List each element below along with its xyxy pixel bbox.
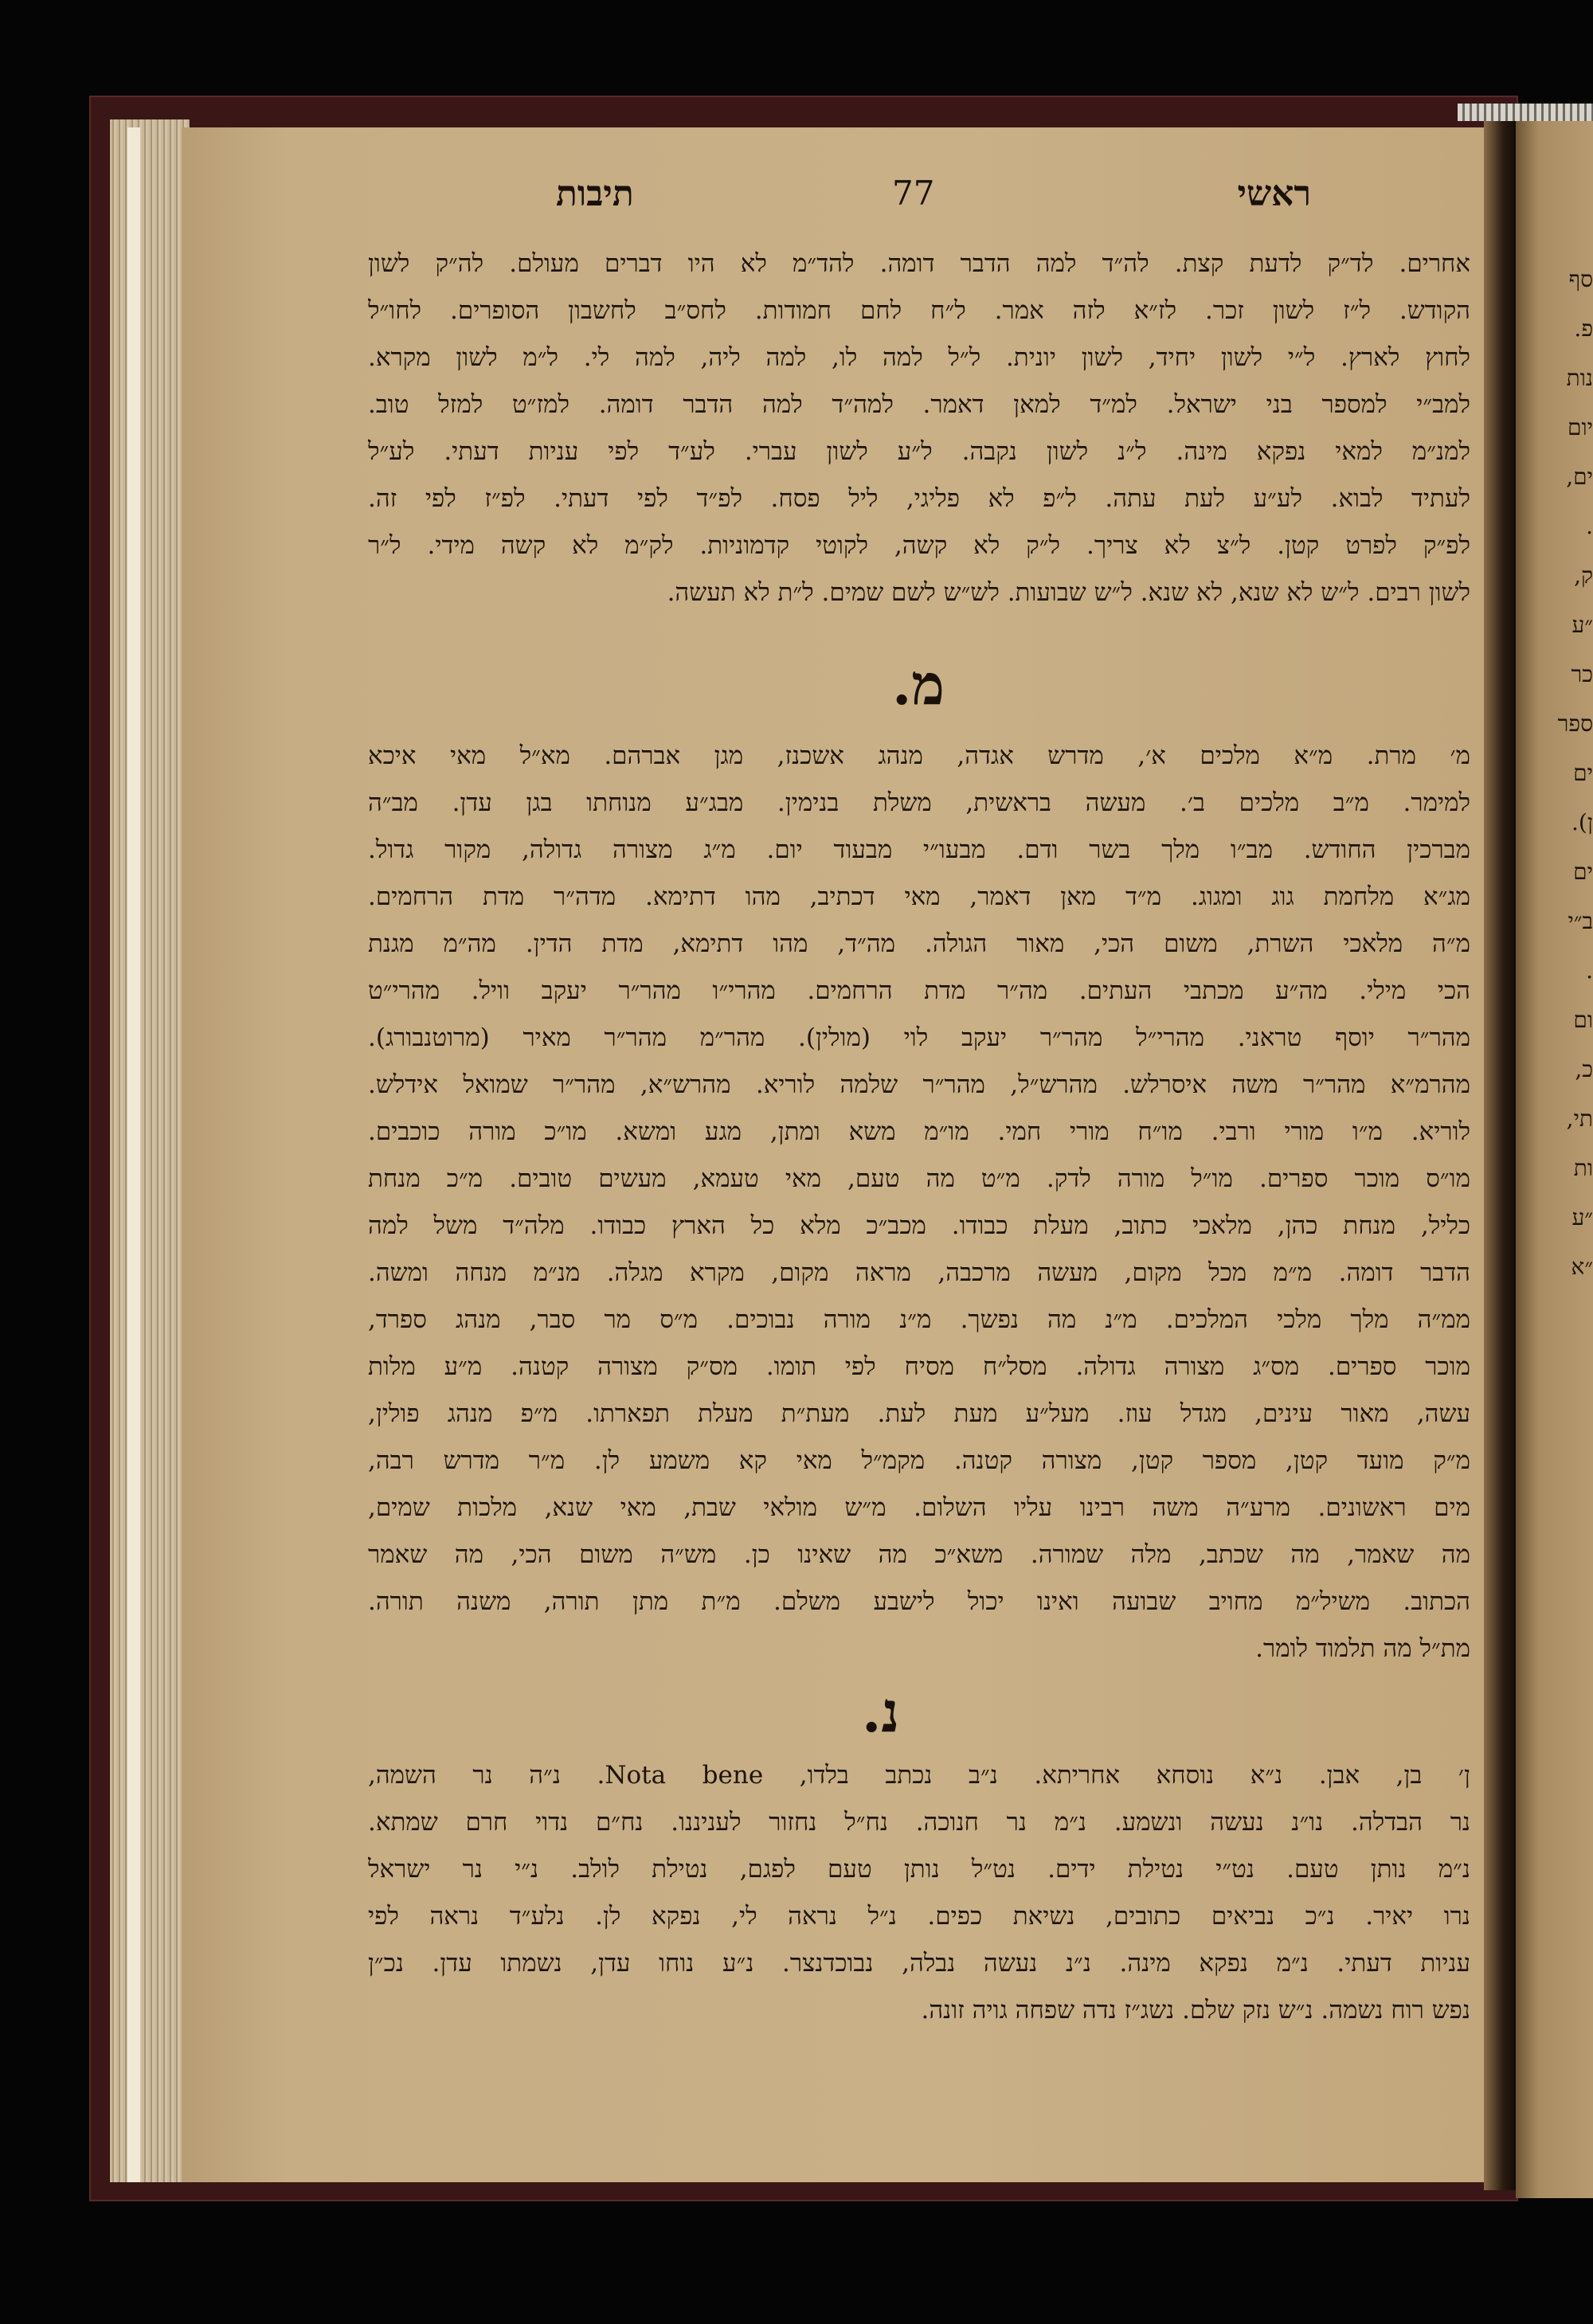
fragment: כר [1571, 661, 1593, 687]
page-edge-highlight [127, 127, 140, 2182]
fragment: סף [1568, 266, 1593, 292]
nun-section-block [368, 1752, 1470, 2034]
fragment: . [1586, 957, 1593, 984]
text-line: מברכין החודש. מב״ו מלך בשר ודם. מבעו״י מבעוד יום. מ״ג מצורה גדולה, מקור גדול. [368, 835, 1470, 864]
text-line: עניות דעתי. נ״מ נפקא מינה. נ״נ נעשה נבלה, נבוכדנצר. נ״ע נוחו עדן, נשמתו עדן. נכ״ן [368, 1949, 1470, 1978]
text-line: נ״מ נותן טעם. נט״י נטילת ידים. נט״ל נותן טעם לפגם, נטילת לולב. נ״י נר ישראל [368, 1855, 1470, 1884]
fragment: ק, [1574, 562, 1593, 589]
text-line: הקודש. ל״ז לשון זכר. לז״א לזה אמר. ל״ח לחם חמודות. לחס״ב לחשבון הסופרים. לחו״ל [368, 296, 1470, 325]
fragment: ים [1573, 859, 1593, 885]
text-line: לעתיד לבוא. לע״ע לעת עתה. ל״פ לא פליגי, ליל פסח. לפ״ד לפי דעתי. לפ״ז לפי זה. [368, 484, 1470, 513]
text-line: נר הבדלה. נו״נ נעשה ונשמע. נ״מ נר חנוכה. נח״ל נחזור לעניננו. נח״ם נדוי חרם שמתא. [368, 1808, 1470, 1837]
section-heading-mem: מ. [892, 651, 945, 718]
lamed-continuation-block [368, 241, 1470, 616]
fragment: ות [1573, 1155, 1593, 1181]
text-line: ממ״ה מלך מלכי המלכים. מ״נ מה נפשך. מ״נ מורה נבוכים. מ״ס מר סבר, מנהג ספרד, [368, 1305, 1470, 1334]
text-line: מת״ל מה תלמוד לומר. [1255, 1634, 1470, 1663]
text-line: הכי מילי. מה״ע מכתבי העתים. מה״ר מדת הרחמים. מהרי״ו מהר״ר יעקב וויל. מהרי״ט [368, 976, 1470, 1005]
text-line: ן׳ בן, אבן. נ״א נוסחא אחריתא. נ״ב נכתב בלדו, Nota bene. נ״ה נר השמה, [368, 1761, 1470, 1790]
text-line: נרו יאיר. נ״כ נביאים כתובים, נשיאת כפים. נ״ל נראה לי, נפקא לן. נלע״ד נראה לפי [368, 1902, 1470, 1931]
fragment: ים [1573, 760, 1593, 786]
text-line: מים ראשונים. מרע״ה משה רבינו עליו השלום. מ״ש מולאי שבת, מאי שנא, מלכות שמים, [368, 1493, 1470, 1522]
text-line: מו״ס מוכר ספרים. מו״ל מורה לדק. מ״ט מה טעם, מאי טעמא, מעשים טובים. מ״כ מנחת [368, 1164, 1470, 1193]
fragment: ום [1573, 1007, 1593, 1033]
text-line: מ״ה מלאכי השרת, משום הכי, מאור הגולה. מה״ד, מהו דתימא, מדת הדין. מה״מ מגנת [368, 929, 1470, 958]
text-line: לפ״ק לפרט קטן. ל״צ לא צריך. ל״ק לא קשה, לקוטי קדמוניות. לק״מ לא קשה מידי. ל״ר [368, 531, 1470, 560]
fragment: ״א [1571, 1254, 1593, 1280]
text-line: למב״י למספר בני ישראל. למ״ד למאן דאמר. למה״ד למה הדבר דומה. למז״ט למזל טוב. [368, 390, 1470, 419]
fragment: ן). [1571, 809, 1593, 835]
running-header-left: תיבות [556, 174, 634, 214]
text-line: מ׳ מרת. מ״א מלכים א׳, מדרש אגדה, מנהג אשכנז, מגן אברהם. מא״ל מאי איכא [368, 741, 1470, 770]
text-line: מג״א מלחמת גוג ומגוג. מ״ד מאן דאמר, מאי דכתיב, מהו דתימא. מדה״ר מדת הרחמים. [368, 882, 1470, 911]
text-line: מוכר ספרים. מס״ג מצורה גדולה. מסל״ח מסיח לפי תומו. מס״ק מצורה קטנה. מ״ע מלות [368, 1352, 1470, 1381]
fragment: ״ע [1571, 1204, 1593, 1230]
text-line: לחוץ לארץ. ל״י לשון יחיד, לשון יונית. ל״ל למה לו, למה ליה, למה לי. ל״מ לשון מקרא. [368, 343, 1470, 372]
text-line: עשה, מאור עינים, מגדל עוז. מעל״ע מעת לעת. מעת״ת מעלת תפארתו. מ״פ מנהג פולין, [368, 1399, 1470, 1428]
text-line: הדבר דומה. מ״מ מכל מקום, מעשה מרכבה, מראה מקום, מקרא מגלה. מנ״מ מנחה ומשה. [368, 1258, 1470, 1287]
text-line: מהרמ״א מהר״ר משה איסרלש. מהרש״ל, מהר״ר שלמה לוריא. מהרש״א, מהר״ר שמואל אידלש. [368, 1070, 1470, 1099]
fragment: תי, [1566, 1105, 1593, 1132]
fragment: יום [1568, 414, 1593, 440]
fragment: נות [1566, 365, 1593, 391]
text-line: כליל, מנחת כהן, מלאכי כתוב, מעלת כבודו. מכב״כ מלא כל הארץ כבודו. מלה״ד משל למה [368, 1211, 1470, 1240]
text-line: לוריא. מ״ו מורי ורבי. מו״ח מורי חמי. מו״מ משא ומתן, מגע ומשא. מו״כ מורה כוכבים. [368, 1117, 1470, 1146]
mem-section-block [368, 733, 1470, 1673]
text-line: מ״ק מועד קטן, מספר קטן, מצורה קטנה. מקמ״ל מאי קא משמע לן. מ״ר מדרש רבה, [368, 1446, 1470, 1475]
fragment: ״ע [1571, 612, 1593, 638]
section-heading-nun: נ. [862, 1679, 900, 1745]
page-number: 77 [892, 174, 935, 213]
fragment: כ, [1575, 1056, 1593, 1082]
fragment: ספר [1557, 710, 1593, 737]
fragment: ים, [1566, 464, 1593, 490]
facing-page-text-fragments [1553, 255, 1593, 1292]
page-stack-edge [110, 119, 190, 2182]
book-gutter [1484, 119, 1516, 2190]
text-line: מה שאמר, מה שכתב, מלה שמורה. משא״כ מה שאינו כן. מש״ה משום הכי, מה שאמר [368, 1540, 1470, 1569]
text-line: הכתוב. משיל״מ מחויב שבועה ואינו יכול לישבע משלם. מ״ת מתן תורה, משנה תורה. [368, 1587, 1470, 1616]
color-calibration-strip [1458, 104, 1593, 121]
text-line: למימר. מ״ב מלכים ב׳. מעשה בראשית, משלת בנימין. מבג״ע מנוחתו בגן עדן. מב״ה [368, 788, 1470, 817]
running-header-right: ראשי [1237, 174, 1311, 214]
fragment: ב״י [1568, 908, 1593, 934]
text-line: נפש רוח נשמה. נ״ש נזק שלם. נשג״ז נדה שפחה גויה זונה. [921, 1996, 1470, 2025]
text-line: למנ״מ למאי נפקא מינה. ל״נ לשון נקבה. ל״ע לשון עברי. לע״ד לפי עניות דעתי. לע״ל [368, 437, 1470, 466]
fragment: פ. [1574, 315, 1593, 342]
text-line: מהר״ר יוסף טראני. מהרי״ל מהר״ר יעקב לוי (מולין). מהר״מ מהר״ר מאיר (מרוטנבורג). [368, 1023, 1470, 1052]
text-line: לשון רבים. ל״ש לא שנא, לא שנא. ל״ש שבועות. לש״ש לשם שמים. ל״ת לא תעשה. [667, 578, 1470, 607]
fragment: . [1586, 513, 1593, 539]
text-line: אחרים. לד״ק לדעת קצת. לה״ד למה הדבר דומה. להד״מ לא היו דברים מעולם. לה״ק לשון [368, 249, 1470, 278]
